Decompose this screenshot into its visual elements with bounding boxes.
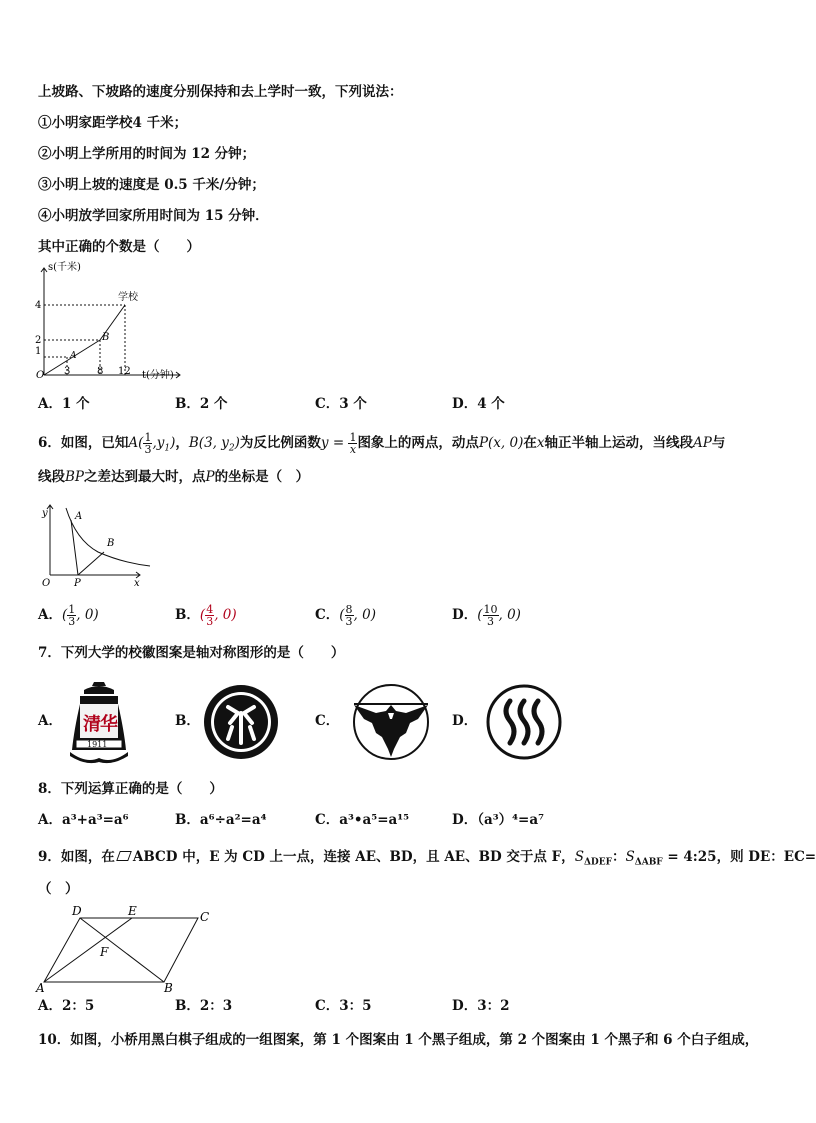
- graph1-ylabel: s(千米): [48, 262, 81, 273]
- paren: (: [339, 607, 345, 623]
- paren: , 0): [498, 607, 521, 623]
- q6-text: 轴正半轴上运动，当线段: [544, 435, 693, 451]
- question-5-prompt: 其中正确的个数是（ ）: [38, 239, 200, 255]
- q9-text: ，则 DE：EC=: [716, 849, 816, 865]
- q6-point-a: A: [128, 435, 139, 451]
- q8-option-c[interactable]: C．a³•a⁵=a¹⁵: [315, 812, 410, 828]
- question-7-prompt: 7．下列大学的校徽图案是轴对称图形的是（ ）: [38, 645, 345, 661]
- q6-text: 图象上的两点，动点: [357, 435, 479, 451]
- q9-colon: ：: [611, 849, 626, 865]
- point-e: E: [128, 904, 137, 918]
- q6-func-num: 1: [349, 431, 357, 444]
- q8-option-b[interactable]: B．a⁶÷a²=a⁴: [175, 812, 267, 828]
- frac-den: 3: [206, 615, 214, 628]
- q6-p-coord: (x, 0): [488, 435, 524, 451]
- frac-num: 4: [206, 603, 214, 616]
- q6-text: 与: [711, 435, 726, 451]
- q9-area-subscript: ΔDEF: [583, 857, 612, 868]
- q6-text: 线段: [38, 469, 65, 485]
- paren: (: [199, 607, 206, 623]
- q6-b-close: ): [234, 435, 240, 451]
- graph1-ytick: 4: [35, 300, 42, 311]
- q9-text: ABCD 中，E 为 CD 上一点，连接 AE、BD，且 AE、BD 交于点 F，: [132, 849, 575, 865]
- graph1-xtick: 8: [97, 366, 104, 377]
- frac-den: 3: [68, 615, 76, 628]
- statement-3: ③小明上坡的速度是 0.5 千米/分钟；: [38, 177, 265, 193]
- q9-area-subscript: ΔABF: [634, 857, 663, 868]
- q6-y: y: [320, 435, 329, 451]
- graph1-ytick: 1: [35, 346, 42, 357]
- q6-func-den: x: [349, 443, 357, 456]
- eagle-emblem-icon: [346, 683, 436, 761]
- graph1-xtick: 3: [64, 366, 71, 377]
- peking-emblem-icon: [202, 683, 280, 761]
- graph1-ytick: 2: [35, 335, 42, 346]
- svg-text:清: 清: [83, 714, 101, 735]
- question-9-line-1: [38, 848, 816, 872]
- question-9-paren: （ ）: [38, 881, 79, 897]
- graph2-y-label: y: [42, 508, 48, 519]
- paren: , 0): [353, 607, 376, 623]
- q9-area-symbol: S: [574, 849, 584, 865]
- graph2-x-label: x: [134, 578, 140, 589]
- q6-x: x: [536, 435, 545, 451]
- vertex-d: D: [72, 904, 82, 918]
- intro-line: 上坡路、下坡路的速度分别保持和去上学时一致，下列说法：: [38, 84, 403, 100]
- question-6-line-1: 6．如图，已知A( $\frac{1}{3}$ $,y_1$)，B(3, $y_2$)为反比例函数y = $\frac{1}{x}$ 图象上的两点，动点P(x, 0)在x轴正半轴上运动，当线段AP与: [38, 431, 726, 456]
- q5-option-d[interactable]: D．4 个: [452, 396, 505, 412]
- q6-b-y-index: 2: [228, 443, 235, 454]
- frac-num: 1: [68, 603, 76, 616]
- option-letter: A．: [38, 607, 62, 623]
- frac-den: 3: [487, 615, 494, 628]
- q6-segment-ap: AP: [692, 435, 712, 451]
- q7-option-b-label[interactable]: B．: [175, 713, 200, 729]
- emblem-year: 1911: [87, 740, 108, 749]
- paren: , 0): [214, 607, 237, 623]
- option-letter: B．: [175, 607, 200, 623]
- q6-b-coord: (3, y: [198, 435, 229, 451]
- vertex-a: A: [36, 981, 45, 995]
- parallelogram-figure: [32, 902, 222, 994]
- reciprocal-function-graph: [38, 500, 158, 590]
- q6-point-p: P: [478, 435, 489, 451]
- q6-text: 为反比例函数: [239, 435, 321, 451]
- graph1-point-b: B: [102, 332, 110, 343]
- paren: , 0): [76, 607, 99, 623]
- q6-a-y: ,y: [152, 435, 165, 451]
- statement-1: ①小明家距学校4 千米；: [38, 115, 188, 131]
- frac-num: 8: [345, 603, 353, 616]
- q6-a-y-index: 1: [164, 443, 171, 454]
- q6-option-b[interactable]: [175, 600, 237, 630]
- q6-text: 之差达到最大时，点: [84, 469, 206, 485]
- q6-option-c[interactable]: [315, 600, 376, 630]
- wave-emblem-icon: [484, 683, 564, 761]
- vertex-b: B: [164, 981, 173, 995]
- parallelogram-symbol-icon: [116, 851, 132, 861]
- q6-text: 在: [523, 435, 537, 451]
- q6-text: 6．如图，已知: [38, 435, 129, 451]
- q5-option-b[interactable]: B．2 个: [175, 396, 228, 412]
- q6-option-d[interactable]: [452, 600, 521, 630]
- q9-text: 9．如图，在: [38, 849, 115, 865]
- graph1-xlabel: t(分钟): [142, 370, 174, 381]
- frac-den: 3: [345, 615, 353, 628]
- question-10-line-1: 10．如图，小桥用黑白棋子组成的一组图案，第 1 个图案由 1 个黑子组成，第 2 个图案由 1 个黑子和 6 个白子组成，: [38, 1032, 759, 1048]
- paren: (: [477, 607, 483, 623]
- q9-option-b[interactable]: B．2：3: [175, 998, 233, 1014]
- graph2-origin: O: [42, 578, 51, 589]
- frac-num: 10: [483, 603, 498, 616]
- svg-text:华: 华: [100, 714, 118, 735]
- q6-eq: =: [328, 435, 349, 451]
- graph2-point-b: B: [107, 538, 115, 549]
- q5-option-a[interactable]: A．1 个: [38, 396, 90, 412]
- graph1-origin: O: [36, 370, 45, 381]
- q6-point-b: B: [188, 435, 199, 451]
- q8-option-a[interactable]: A．a³+a³=a⁶: [38, 812, 129, 828]
- graph2-point-p: P: [74, 578, 81, 589]
- q6-text: ，: [175, 435, 189, 451]
- point-f: F: [100, 945, 109, 959]
- question-8-prompt: 8．下列运算正确的是（ ）: [38, 781, 223, 797]
- paren: (: [61, 607, 68, 623]
- tsinghua-emblem-icon: [66, 680, 132, 764]
- q8-option-d[interactable]: D．（a³）⁴=a⁷: [452, 812, 545, 828]
- graph2-point-a: A: [75, 511, 83, 522]
- option-letter: C．: [315, 607, 340, 623]
- q9-option-a[interactable]: A．2：5: [38, 998, 95, 1014]
- q6-text: 的坐标是（ ）: [214, 469, 310, 485]
- q9-ratio: = 4:25: [662, 849, 717, 865]
- q6-segment-bp: BP: [65, 469, 85, 485]
- distance-time-graph: [30, 260, 190, 385]
- q7-option-a-label[interactable]: A．: [38, 713, 62, 729]
- graph1-xtick: 12: [118, 366, 131, 377]
- q6-point-p: P: [205, 469, 215, 485]
- q6-frac-den: 3: [144, 443, 152, 456]
- statement-4: ④小明放学回家所用时间为 15 分钟．: [38, 208, 269, 224]
- q9-option-d[interactable]: D．3：2: [452, 998, 510, 1014]
- q9-area-symbol: S: [625, 849, 635, 865]
- q9-option-c[interactable]: C．3：5: [315, 998, 372, 1014]
- question-6-line-2: [38, 468, 309, 486]
- q5-option-c[interactable]: C．3 个: [315, 396, 367, 412]
- q6-frac-num: 1: [144, 431, 152, 444]
- vertex-c: C: [200, 910, 210, 924]
- statement-2: ②小明上学所用的时间为 12 分钟；: [38, 146, 256, 162]
- graph1-school-label: 学校: [118, 292, 138, 303]
- q7-option-d-label[interactable]: D．: [452, 713, 478, 729]
- q7-option-c-label[interactable]: C．: [315, 713, 340, 729]
- option-letter: D．: [452, 607, 478, 623]
- q6-option-a[interactable]: [38, 600, 99, 630]
- graph1-point-a: A: [70, 351, 77, 361]
